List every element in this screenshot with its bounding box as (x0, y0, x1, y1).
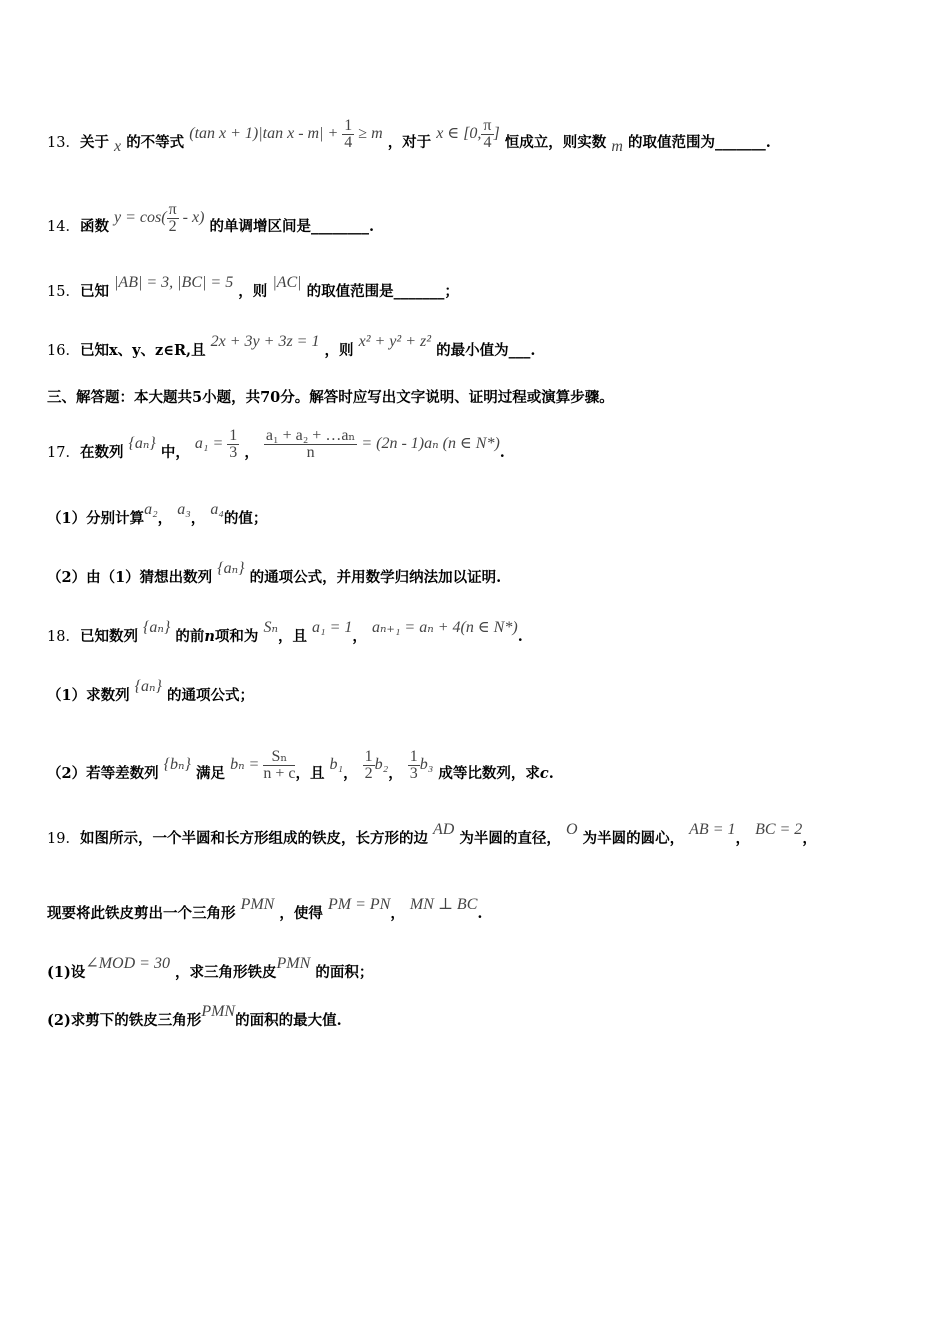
math-variable: m (611, 138, 623, 156)
question-15: 15．已知 |AB| = 3, |BC| = 5 ，则 |AC| 的取值范围是_______； (47, 274, 459, 300)
question-number: 16． (47, 343, 80, 359)
question-18-part-1: （1）求数列 {aₙ} 的通项公式； (47, 678, 254, 704)
math-angle: ∠MOD = 30 (85, 955, 170, 972)
question-19: 19．如图所示，一个半圆和长方形组成的铁皮，长方形的边 AD 为半圆的直径， O 为半圆的圆心， AB = 1， BC = 2， (47, 821, 817, 847)
math-segment: AD (433, 821, 455, 838)
math-term: a₄ (210, 501, 224, 518)
math-expression: |AC| (272, 274, 302, 291)
math-equation: bₙ = $\frac{\text{Sₙ}}{n + c}$ (230, 748, 296, 782)
math-term: $\frac{1}{3}$ b₃ (409, 748, 434, 782)
math-inequality: (tan x + 1)|tan x - m| + $\frac{1}{4}$ ≥ m (189, 117, 383, 151)
question-17-part-1: （1）分别计算a₂， a₃， a₄的值； (47, 501, 268, 527)
math-equation: 2x + 3y + 3z = 1 (210, 333, 320, 350)
question-number: 17． (47, 445, 80, 462)
math-term: a₃ (177, 501, 191, 518)
math-expression: |AB| = 3, |BC| = 5 (114, 274, 234, 291)
math-equation: BC = 2 (755, 821, 803, 838)
math-sequence: {aₙ} (128, 435, 156, 453)
question-number: 14． (47, 219, 80, 236)
question-14: 14．函数 y = cos( $\frac{\pi}{2}$ - x) 的单调增区间是________. (47, 201, 375, 236)
math-triangle: PMN (276, 955, 311, 972)
math-function: y = cos( $\frac{\pi}{2}$ - x) (114, 201, 205, 235)
question-13: 13．关于 x 的不等式 (tan x + 1)|tan x - m| + $\frac{1}{4}$ ≥ m ，对于 x ∈ [0, $\frac{\pi}{4}$ ] 恒成立，则实数 m 的取值范围为_______. (47, 117, 771, 156)
math-term: b₁ (329, 756, 344, 774)
math-term: a₂ (144, 501, 158, 518)
math-equation: PM = PN (327, 896, 391, 913)
math-equation: MN ⊥ BC (409, 896, 478, 913)
math-equation: a₁ = $\frac{1}{3}$ (194, 427, 238, 461)
math-sequence: {bₙ} (163, 756, 191, 774)
question-number: 13． (47, 135, 80, 152)
question-18: 18．已知数列 {aₙ} 的前n项和为 Sₙ，且 a₁ = 1， aₙ₊₁ = aₙ + 4(n ∈ N*). (47, 619, 523, 645)
question-number: 18． (47, 629, 80, 645)
question-19-part-2: (2)求剪下的铁皮三角形PMN的面积的最大值. (47, 1003, 342, 1029)
math-equation: AB = 1 (689, 821, 736, 838)
math-sequence: {aₙ} (217, 560, 245, 577)
math-expression: x² + y² + z² (358, 333, 432, 350)
math-equation: $\frac{\text{a₁ + a₂ + …aₙ}}{n}$ = (2n - 1)aₙ (n ∈ N*) (265, 427, 500, 461)
question-16: 16．已知x、y、z∈R,且 2x + 3y + 3z = 1 ，则 x² + y² + z² 的最小值为___. (47, 333, 536, 359)
question-19-part-1: (1)设∠MOD = 30 ，求三角形铁皮PMN 的面积； (47, 955, 374, 981)
math-equation: a₁ = 1 (312, 619, 353, 636)
math-triangle: PMN (240, 896, 275, 913)
math-sequence: {aₙ} (143, 619, 171, 636)
math-interval: x ∈ [0, $\frac{\pi}{4}$ ] (436, 117, 500, 151)
math-point: O (565, 821, 578, 838)
math-term: Sₙ (263, 619, 278, 636)
question-19-line-2: 现要将此铁皮剪出一个三角形 PMN ，使得 PM = PN， MN ⊥ BC. (47, 896, 483, 922)
question-17: 17．在数列 {aₙ} 中， a₁ = $\frac{1}{3}$ ， $\frac{\text{a₁ + a₂ + …aₙ}}{n}$ = (2n - 1)aₙ (n ∈ N*). (47, 427, 505, 462)
math-variable: x (114, 138, 122, 156)
math-recurrence: aₙ₊₁ = aₙ + 4(n ∈ N*) (371, 619, 518, 636)
question-18-part-2: （2）若等差数列 {bₙ} 满足 bₙ = $\frac{\text{Sₙ}}{n + c}$ ，且 b₁， $\frac{1}{2}$ b₂， $\frac{1}{3}$ b₃ 成等比数列，求c. (47, 748, 554, 783)
question-number: 19． (47, 831, 80, 847)
math-term: $\frac{1}{2}$ b₂ (364, 748, 389, 782)
math-triangle: PMN (201, 1003, 236, 1020)
math-sequence: {aₙ} (134, 678, 162, 695)
section-heading: 三、解答题：本大题共5小题，共70分。解答时应写出文字说明、证明过程或演算步骤。 (47, 389, 614, 406)
question-17-part-2: （2）由（1）猜想出数列 {aₙ} 的通项公式，并用数学归纳法加以证明. (47, 560, 502, 586)
question-number: 15． (47, 284, 80, 300)
